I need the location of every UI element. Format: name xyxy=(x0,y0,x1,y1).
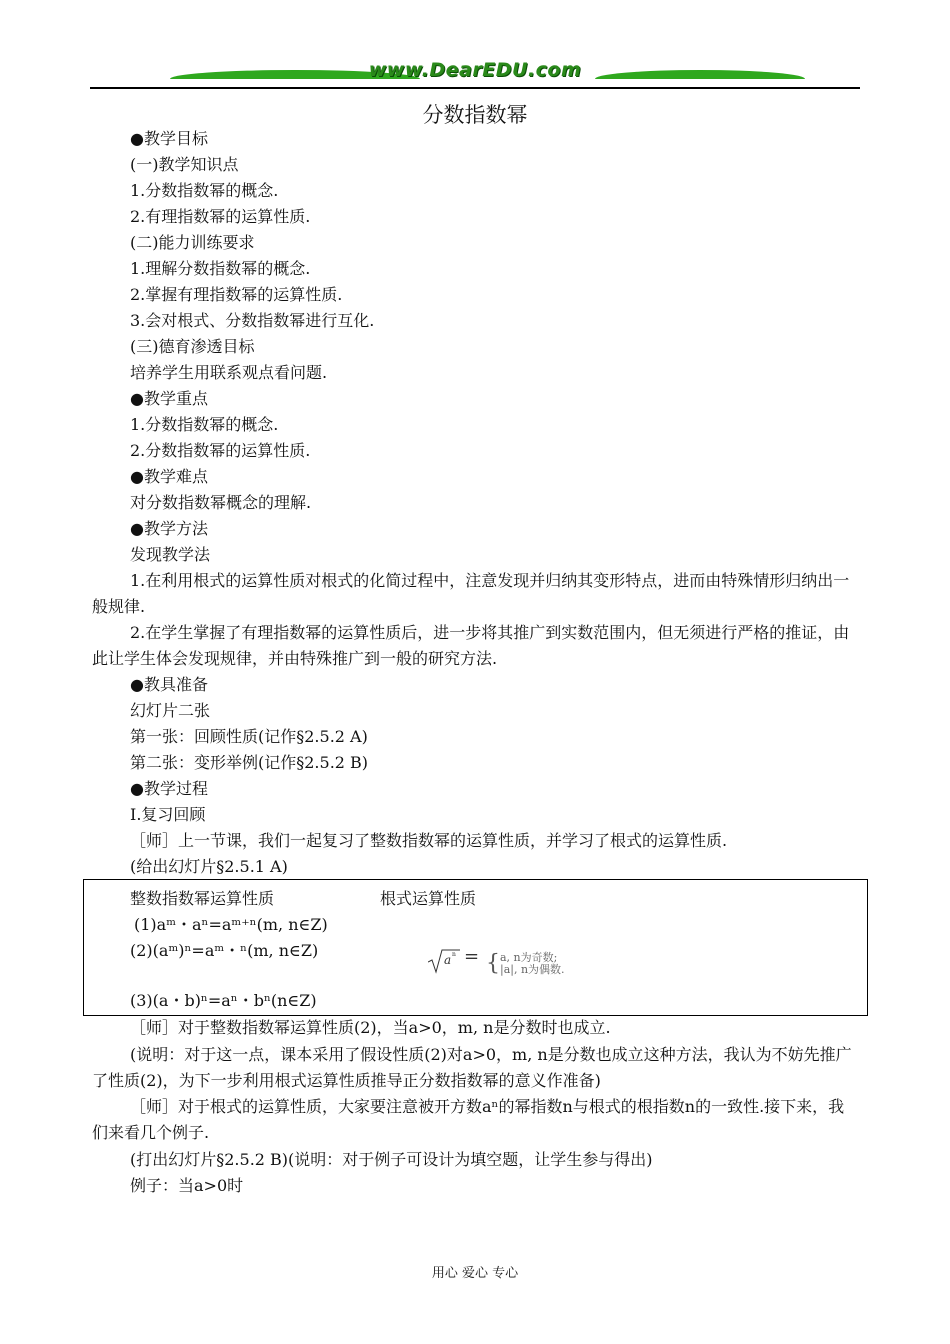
method-paragraph-2: 2.在学生掌握了有理指数幂的运算性质后，进一步将其推广到实数范围内，但无须进行严格的推证，由此让学生体会发现规律，并由特殊推广到一般的研究方法. xyxy=(92,623,850,668)
radical-case-even: |a|, n为偶数. xyxy=(500,963,565,976)
header-rule xyxy=(90,87,860,89)
page-footer: 用心 爱心 专心 xyxy=(431,1266,519,1281)
text-line: Ⅰ.复习回顾 xyxy=(130,805,206,824)
text-line: ［师］对于整数指数幂运算性质(2)，当a>0，m, n是分数时也成立. xyxy=(130,1018,611,1037)
svg-text:a: a xyxy=(444,953,452,967)
text-line: ●教学重点 xyxy=(130,389,208,408)
text-line: ●教具准备 xyxy=(130,675,208,694)
text-line: ［师］上一节课，我们一起复习了整数指数幂的运算性质，并学习了根式的运算性质. xyxy=(130,831,728,850)
text-line: 例子：当a>0时 xyxy=(130,1176,244,1195)
text-line: 1.理解分数指数幂的概念. xyxy=(130,259,311,278)
text-line: 1.分数指数幂的概念. xyxy=(130,181,279,200)
text-line: ●教学目标 xyxy=(130,129,208,148)
rule-1: (1)aᵐ・aⁿ=aᵐ⁺ⁿ(m, n∈Z) xyxy=(134,915,328,934)
text-line: (一)教学知识点 xyxy=(130,155,239,174)
text-line: ●教学过程 xyxy=(130,779,208,798)
text-line: 对分数指数幂概念的理解. xyxy=(130,493,312,512)
text-line: (给出幻灯片§2.5.1 A) xyxy=(130,857,288,876)
text-line: 1.分数指数幂的概念. xyxy=(130,415,279,434)
text-line: (二)能力训练要求 xyxy=(130,233,255,252)
rule-2: (2)(aᵐ)ⁿ=aᵐ・ⁿ(m, n∈Z) xyxy=(130,941,319,960)
text-line: 2.分数指数幂的运算性质. xyxy=(130,441,311,460)
svg-text:n: n xyxy=(452,951,456,958)
radical-heading: 根式运算性质 xyxy=(380,889,477,908)
page-header xyxy=(90,59,860,88)
radical-note-paragraph: ［师］对于根式的运算性质，大家要注意被开方数aⁿ的幂指数n与根式的根指数n的一致性.接下来，我们来看几个例子. xyxy=(92,1097,845,1142)
method-paragraph-1: 1.在利用根式的运算性质对根式的化简过程中，注意发现并归纳其变形特点，进而由特殊情形归纳出一般规律. xyxy=(92,571,850,616)
text-line: 幻灯片二张 xyxy=(130,701,211,720)
text-line: 第二张：变形举例(记作§2.5.2 B) xyxy=(130,753,369,772)
svg-text:=: = xyxy=(464,946,480,967)
text-line: ●教学难点 xyxy=(130,467,208,486)
text-line: 2.掌握有理指数幂的运算性质. xyxy=(130,285,343,304)
svg-text:{: { xyxy=(486,951,500,976)
text-line: 2.有理指数幂的运算性质. xyxy=(130,207,311,226)
text-line: 第一张：回顾性质(记作§2.5.2 A) xyxy=(130,727,368,746)
site-logo: www.DearEDU.com xyxy=(368,59,582,81)
integer-exponent-heading: 整数指数幂运算性质 xyxy=(130,889,275,908)
properties-table xyxy=(83,879,868,1016)
text-line: 发现教学法 xyxy=(130,545,211,564)
explanation-paragraph: (说明：对于这一点，课本采用了假设性质(2)对a>0，m, n是分数也成立这种方法，我认为不妨先推广了性质(2)，为下一步利用根式运算性质推导正分数指数幂的意义作准备) xyxy=(92,1045,852,1090)
text-line: ●教学方法 xyxy=(130,519,208,538)
text-line: (三)德育渗透目标 xyxy=(130,337,255,356)
rule-3: (3)(a・b)ⁿ=aⁿ・bⁿ(n∈Z) xyxy=(130,991,317,1010)
text-line: 培养学生用联系观点看问题. xyxy=(130,363,328,382)
text-line: (打出幻灯片§2.5.2 B)(说明：对于例子可设计为填空题，让学生参与得出) xyxy=(130,1150,653,1169)
logo-swoosh-right xyxy=(595,70,805,79)
text-line: 3.会对根式、分数指数幂进行互化. xyxy=(130,311,375,330)
radical-case-odd: a, n为奇数; xyxy=(500,951,558,964)
page-title: 分数指数幂 xyxy=(422,103,528,127)
